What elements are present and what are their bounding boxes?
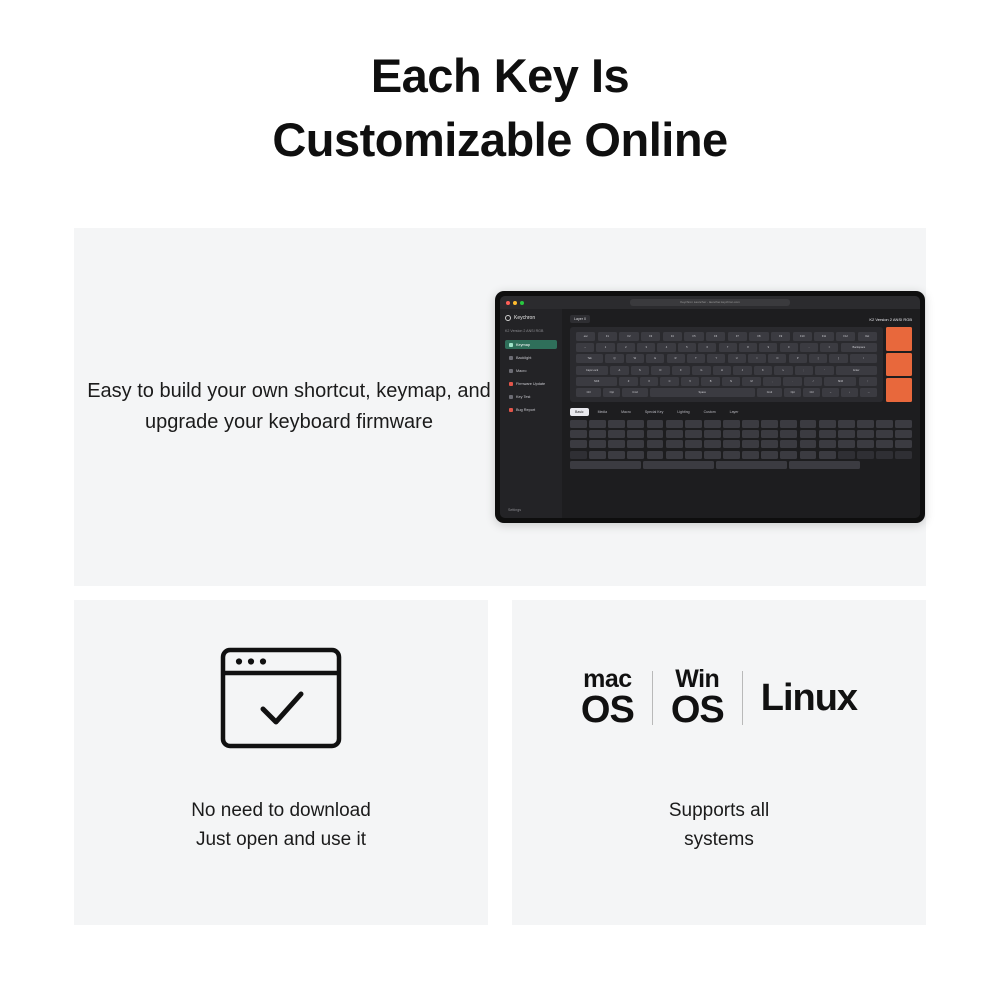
app-main — [562, 309, 920, 518]
key[interactable]: F5 — [684, 332, 703, 341]
laptop-mockup — [495, 291, 925, 523]
palette-spacer — [888, 461, 912, 469]
key[interactable]: Enter — [836, 366, 877, 375]
key[interactable]: ; — [795, 366, 813, 375]
bug-icon — [509, 408, 513, 412]
layer-selector[interactable]: Layer 0 — [570, 315, 590, 323]
key[interactable]: Ctrl — [803, 388, 820, 397]
key-space[interactable]: Space — [650, 388, 755, 397]
keycode-tabs — [570, 408, 912, 416]
sidebar-item-macro[interactable] — [505, 366, 557, 375]
accent-key[interactable] — [886, 327, 912, 351]
palette-key[interactable] — [761, 440, 778, 448]
key[interactable]: 8 — [739, 343, 757, 352]
download-card-art — [219, 600, 343, 796]
key[interactable]: E — [646, 354, 664, 363]
key[interactable]: U — [728, 354, 746, 363]
palette-key[interactable] — [647, 430, 664, 438]
keyboard-row — [576, 366, 877, 375]
palette-key[interactable] — [627, 430, 644, 438]
card-grid — [74, 228, 926, 925]
download-caption-line-1: No need to download — [191, 800, 371, 821]
palette-key[interactable] — [819, 440, 836, 448]
key[interactable]: , — [763, 377, 781, 386]
palette-row — [570, 430, 912, 438]
systems-card — [512, 600, 926, 925]
palette-key[interactable] — [742, 430, 759, 438]
key[interactable]: Y — [707, 354, 725, 363]
palette-key[interactable] — [800, 430, 817, 438]
key-arrow-left[interactable]: ← — [822, 388, 839, 397]
key-arrow-right[interactable]: → — [860, 388, 877, 397]
sidebar-item-label: Backlight — [516, 355, 532, 360]
keychron-mark-icon — [505, 315, 511, 321]
backlight-icon — [509, 356, 513, 360]
firmware-icon — [509, 382, 513, 386]
key-arrow-up[interactable]: ↑ — [859, 377, 877, 386]
palette-key[interactable] — [895, 451, 912, 459]
key[interactable]: F6 — [706, 332, 725, 341]
palette-key[interactable] — [570, 451, 587, 459]
tab-layer[interactable]: Layer — [729, 409, 739, 414]
browser-check-icon — [219, 646, 343, 750]
keymap-icon — [509, 343, 513, 347]
key[interactable]: D — [651, 366, 669, 375]
brand-logo — [505, 315, 557, 321]
palette-key[interactable] — [895, 430, 912, 438]
laptop-screen — [500, 296, 920, 518]
key[interactable]: B — [701, 377, 719, 386]
key[interactable]: A — [610, 366, 628, 375]
palette-key[interactable] — [666, 430, 683, 438]
palette-key[interactable] — [742, 440, 759, 448]
key[interactable]: F1 — [598, 332, 617, 341]
download-caption-line-2: Just open and use it — [195, 829, 367, 851]
keyboard-row — [576, 343, 877, 352]
os-macos — [563, 665, 652, 731]
key-arrow-down[interactable]: ↓ — [841, 388, 858, 397]
os-windows-suffix: OS — [670, 688, 724, 731]
key[interactable]: J — [733, 366, 751, 375]
palette-key[interactable] — [761, 420, 778, 428]
sidebar-item-settings[interactable] — [505, 508, 521, 512]
os-windows — [653, 665, 742, 731]
sidebar-item-label: Macro — [516, 368, 527, 373]
systems-caption-line-2: systems — [684, 829, 754, 851]
palette-key[interactable] — [723, 430, 740, 438]
key[interactable]: F11 — [814, 332, 833, 341]
key[interactable]: V — [681, 377, 699, 386]
palette-key[interactable] — [819, 420, 836, 428]
palette-key[interactable] — [876, 430, 893, 438]
key[interactable]: H — [713, 366, 731, 375]
key[interactable]: T — [687, 354, 705, 363]
palette-key[interactable] — [857, 440, 874, 448]
palette-key[interactable] — [643, 461, 714, 469]
palette-spacer — [863, 461, 887, 469]
palette-key[interactable] — [761, 451, 778, 459]
palette-key[interactable] — [666, 451, 683, 459]
palette-key[interactable] — [800, 451, 817, 459]
palette-key[interactable] — [819, 451, 836, 459]
key[interactable]: 3 — [637, 343, 655, 352]
feature-card — [74, 228, 926, 586]
palette-key[interactable] — [704, 440, 721, 448]
feature-card-text: Easy to build your own shortcut, keymap, and upgrade your keyboard firmware — [87, 380, 491, 433]
page-title — [0, 0, 1000, 172]
palette-key[interactable] — [857, 451, 874, 459]
palette-key[interactable] — [608, 440, 625, 448]
minimize-icon[interactable] — [513, 301, 517, 305]
sidebar-item-key-test[interactable] — [505, 392, 557, 401]
palette-row — [570, 420, 912, 428]
key[interactable]: 0 — [780, 343, 798, 352]
sidebar-item-label: Key Test — [516, 394, 531, 399]
key[interactable]: R — [667, 354, 685, 363]
key[interactable]: F4 — [663, 332, 682, 341]
feature-card-art — [494, 291, 926, 523]
download-card-caption — [191, 796, 371, 855]
key-test-icon — [509, 395, 513, 399]
palette-key[interactable] — [704, 420, 721, 428]
palette-key[interactable] — [800, 420, 817, 428]
maximize-icon[interactable] — [520, 301, 524, 305]
key[interactable]: Shift — [576, 377, 617, 386]
key[interactable]: Del — [858, 332, 877, 341]
palette-key[interactable] — [780, 430, 797, 438]
palette-key[interactable] — [895, 440, 912, 448]
palette-key[interactable] — [838, 430, 855, 438]
palette-key[interactable] — [857, 430, 874, 438]
key[interactable]: I — [748, 354, 766, 363]
address-bar[interactable]: Keychron Launcher - launcher.keychron.com — [630, 299, 790, 306]
palette-key[interactable] — [589, 451, 606, 459]
tab-lighting[interactable]: Lighting — [677, 409, 690, 414]
key[interactable]: . — [783, 377, 801, 386]
palette-key[interactable] — [723, 420, 740, 428]
key[interactable]: Z — [619, 377, 637, 386]
systems-card-art — [563, 600, 875, 796]
palette-row — [570, 461, 912, 469]
key[interactable]: F — [672, 366, 690, 375]
tab-macro[interactable]: Macro — [621, 409, 631, 414]
key[interactable]: Shift — [824, 377, 856, 386]
accent-key[interactable] — [886, 353, 912, 377]
device-title: K2 Version 2 ANSI RGB — [869, 316, 912, 322]
palette-key[interactable] — [627, 451, 644, 459]
palette-key[interactable] — [838, 420, 855, 428]
os-linux: Linux — [760, 676, 858, 719]
key[interactable]: ] — [829, 354, 847, 363]
palette-key[interactable] — [608, 451, 625, 459]
palette-key[interactable] — [685, 440, 702, 448]
key[interactable]: 6 — [698, 343, 716, 352]
palette-key[interactable] — [876, 451, 893, 459]
palette-key[interactable] — [819, 430, 836, 438]
key[interactable]: = — [820, 343, 838, 352]
key[interactable]: O — [768, 354, 786, 363]
sidebar-item-keymap[interactable] — [505, 340, 557, 349]
palette-key[interactable] — [704, 451, 721, 459]
os-windows-prefix: Win — [675, 665, 720, 694]
key[interactable]: F8 — [749, 332, 768, 341]
key[interactable]: F3 — [641, 332, 660, 341]
key[interactable]: Ctrl — [576, 388, 601, 397]
key[interactable]: 1 — [596, 343, 614, 352]
palette-key[interactable] — [876, 420, 893, 428]
palette-key[interactable] — [780, 420, 797, 428]
key[interactable]: 7 — [719, 343, 737, 352]
keyboard-area — [570, 327, 912, 402]
key[interactable]: Opt — [603, 388, 620, 397]
palette-key[interactable] — [895, 420, 912, 428]
key[interactable]: Cmd — [622, 388, 647, 397]
tab-special-key[interactable]: Special Key — [644, 409, 664, 414]
key[interactable]: \ — [850, 354, 877, 363]
tab-basic[interactable]: Basic — [570, 408, 589, 416]
palette-key[interactable] — [780, 440, 797, 448]
key[interactable]: M — [742, 377, 760, 386]
key[interactable]: C — [660, 377, 678, 386]
tab-media[interactable]: Media — [597, 409, 608, 414]
palette-key[interactable] — [589, 440, 606, 448]
palette-key[interactable] — [608, 430, 625, 438]
sidebar-item-label: Firmware Update — [516, 381, 546, 386]
systems-card-caption — [669, 796, 769, 855]
sidebar-item-label: Keymap — [516, 342, 530, 347]
palette-key[interactable] — [685, 430, 702, 438]
bottom-card-row — [74, 600, 926, 925]
app-main-header — [570, 315, 912, 323]
macro-icon — [509, 369, 513, 373]
key[interactable]: S — [631, 366, 649, 375]
palette-key[interactable] — [570, 420, 587, 428]
close-icon[interactable] — [506, 301, 510, 305]
key[interactable]: Opt — [784, 388, 801, 397]
key[interactable]: Cmd — [757, 388, 782, 397]
palette-key[interactable] — [627, 420, 644, 428]
key[interactable]: L — [774, 366, 792, 375]
systems-caption-line-1: Supports all — [668, 800, 770, 821]
palette-key[interactable] — [647, 451, 664, 459]
tab-custom[interactable]: Custom — [703, 409, 716, 414]
key[interactable]: 5 — [678, 343, 696, 352]
palette-key[interactable] — [723, 440, 740, 448]
palette-key[interactable] — [685, 451, 702, 459]
key[interactable]: esc — [576, 332, 595, 341]
palette-key[interactable] — [666, 440, 683, 448]
palette-key[interactable] — [857, 420, 874, 428]
key[interactable]: Backspace — [841, 343, 877, 352]
palette-row — [570, 440, 912, 448]
palette-key[interactable] — [570, 461, 641, 469]
keyboard-row — [576, 377, 877, 386]
browser-titlebar — [500, 296, 920, 309]
sidebar-item-bug-report[interactable] — [505, 405, 557, 414]
key[interactable]: ~ — [576, 343, 594, 352]
download-card — [74, 600, 488, 925]
keyboard-row — [576, 332, 877, 341]
sidebar-device-subtitle: K2 Version 2 ANSI RGB — [505, 329, 544, 333]
key[interactable]: Caps Lock — [576, 366, 608, 375]
keyboard-row — [576, 388, 877, 397]
palette-key[interactable] — [876, 440, 893, 448]
app-sidebar — [500, 309, 562, 518]
palette-key[interactable] — [647, 440, 664, 448]
key[interactable]: P — [789, 354, 807, 363]
palette-key[interactable] — [570, 430, 587, 438]
headline-line-1: Each Key Is — [370, 49, 630, 102]
palette-key[interactable] — [742, 420, 759, 428]
palette-row — [570, 451, 912, 459]
sidebar-item-firmware-update[interactable] — [505, 379, 557, 388]
palette-key[interactable] — [780, 451, 797, 459]
palette-key[interactable] — [570, 440, 587, 448]
palette-key[interactable] — [838, 451, 855, 459]
key[interactable]: K — [754, 366, 772, 375]
key[interactable]: G — [692, 366, 710, 375]
brand-label: Keychron — [514, 315, 536, 321]
keyboard-row — [576, 354, 877, 363]
headline-line-2: Customizable Online — [272, 112, 728, 166]
key[interactable]: F2 — [619, 332, 638, 341]
accent-key[interactable] — [886, 378, 912, 402]
sidebar-item-backlight[interactable] — [505, 353, 557, 362]
key[interactable]: 2 — [617, 343, 635, 352]
sidebar-item-label: Settings — [508, 508, 521, 512]
os-macos-suffix: OS — [580, 688, 634, 731]
key[interactable]: [ — [809, 354, 827, 363]
app-body — [500, 309, 920, 518]
key[interactable]: ' — [815, 366, 833, 375]
key[interactable]: 4 — [657, 343, 675, 352]
palette-key[interactable] — [716, 461, 787, 469]
keyboard-visual[interactable] — [570, 327, 883, 402]
os-macos-prefix: mac — [583, 665, 632, 694]
palette-key[interactable] — [627, 440, 644, 448]
key[interactable]: Q — [605, 354, 623, 363]
palette-key[interactable] — [666, 420, 683, 428]
key[interactable]: 9 — [759, 343, 777, 352]
key[interactable]: Tab — [576, 354, 603, 363]
palette-key[interactable] — [685, 420, 702, 428]
key[interactable]: - — [800, 343, 818, 352]
key[interactable]: F12 — [836, 332, 855, 341]
palette-key[interactable] — [704, 430, 721, 438]
macro-side-keys — [886, 327, 912, 402]
sidebar-item-label: Bug Report — [516, 407, 536, 412]
palette-key[interactable] — [608, 420, 625, 428]
key[interactable]: N — [722, 377, 740, 386]
os-logo-row — [563, 665, 875, 731]
palette-key[interactable] — [742, 451, 759, 459]
palette-key[interactable] — [589, 420, 606, 428]
keycode-palette[interactable] — [570, 420, 912, 469]
key[interactable]: X — [640, 377, 658, 386]
palette-key[interactable] — [589, 430, 606, 438]
key[interactable]: F10 — [793, 332, 812, 341]
palette-key[interactable] — [789, 461, 860, 469]
palette-key[interactable] — [800, 440, 817, 448]
key[interactable]: / — [804, 377, 822, 386]
palette-key[interactable] — [838, 440, 855, 448]
palette-key[interactable] — [647, 420, 664, 428]
palette-key[interactable] — [723, 451, 740, 459]
key[interactable]: F9 — [771, 332, 790, 341]
palette-key[interactable] — [761, 430, 778, 438]
key[interactable]: F7 — [728, 332, 747, 341]
key[interactable]: W — [626, 354, 644, 363]
